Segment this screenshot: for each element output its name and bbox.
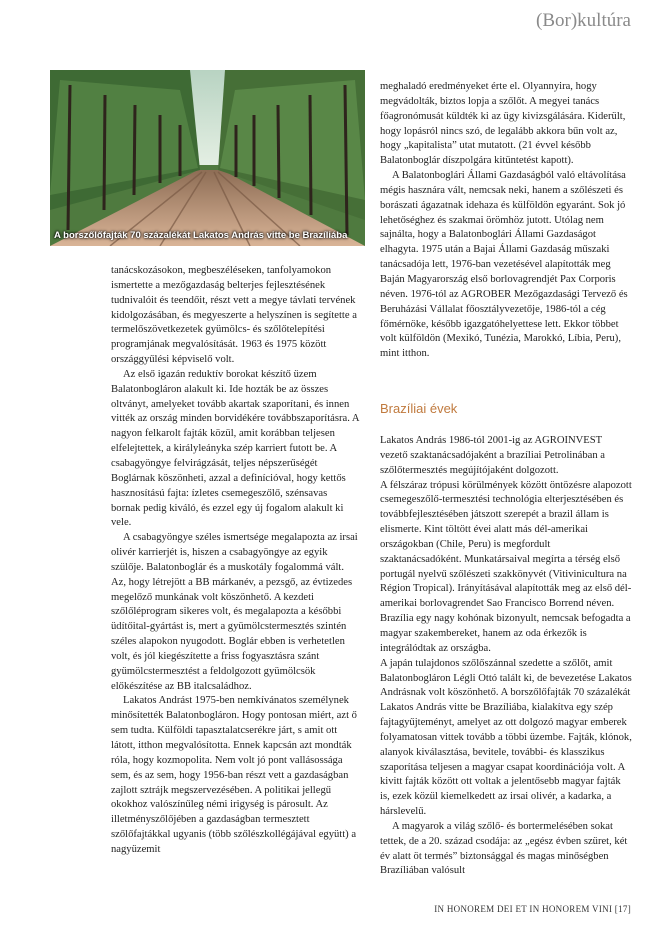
section-title: Brazíliai évek <box>380 401 458 416</box>
paragraph: Lakatos András 1986-tól 2001-ig az AGROINVEST vezető szaktanácsadójaként a brazíliai Petrolinában a szőlőtermesztés megújítójaként dolgozott. <box>380 435 606 476</box>
left-column <box>111 264 359 858</box>
page-footer: IN HONOREM DEI ET IN HONOREM VINI [17] <box>434 904 631 914</box>
paragraph: A félszáraz trópusi körülmények között öntözésre alapozott csemegeszőlő-termesztési technológia elterjesztésében és továbbfejlesztésében játszott szerepét a brazil állam is elismerte. Kint töltött évei alatt más dél-amerikai országokban (Chile, Peru) is megfordult szaktanácsadóként. Munkatársaival megírta a térség első portugál nyelvű szőlészeti szakkönyvét (Vitivinicultura na Région Tropical). Irányításával alapították meg az első dél-amerikai borlovagrendet Sao Francisco Borrend néven. <box>380 479 632 610</box>
vineyard-photo <box>50 70 365 246</box>
paragraph: Brazília egy nagy kohónak bizonyult, nemcsak befogadta a magyar szakembereket, hanem az oda érkezők is integrálódtak az országba. <box>380 613 631 654</box>
paragraph: A Balatonboglári Állami Gazdaságból való eltávolítása mégis hasznára vált, nemcsak neki, hanem a szőlészeti és borászati ágazatnak idehaza és külföldön egyaránt. Sok jó lehetőséghez és szakmai örömhöz jutott. Utólag nem sajnálta, hogy a Balatonboglári Állami Gazdaságot elhagyta. 1975 után a Bajai Állami Gazdaság műszaki tanácsadója lett, 1976-ban vezetésével alapították meg Baján Magyarország első borlovagrendjét Pax Corporis néven. 1976-tól az AGROBER Mezőgazdasági Tervező és Beruházási Vállalat főosztályvezetője, 1986-tól a cég főmérnöke, később igazgatóhelyettese lett. Ekkor többet volt külföldön (Mexikó, Tunézia, Marokkó, Líbia, Peru), mint itthon. <box>380 170 628 360</box>
right-column-top <box>380 80 632 362</box>
section-header: (Bor)kultúra <box>536 10 631 31</box>
paragraph: Lakatos Andrást 1975-ben nemkívánatos személynek minősítették Balatonbogláron. Hogy pontosan miért, azt ő sem tudta. Külföldi tapasztalatcserékre járt, s amit ott látott, itthon megvalósította. Ennek kapcsán azt mondták róla, hogy kozmopolita. Nem volt jó pont vallásossága sem, és az sem, hogy 1956-ban részt vett a gazdaságban zajlott sztrájk megszervezésében. A politikai jellegű okokhoz valószínűleg némi irigység is párosult. Az illetményszőlőjében a gazdaságban termesztett szőlőfajtákkal ugyanis (több szőlészkollégájával együtt) a nagyüzemit <box>111 695 357 855</box>
paragraph: Az első igazán reduktív borokat készítő üzem Balatonbogláron alakult ki. Ide hozták be az összes oltványt, amelyeket tovább akartak szaporítani, és innen vitték az ország minden borvidékére továbbszaporításra. A nagyon felkarolt fajták közül, amit korábban teljesen elfelejtettek, a királyleányka szép karriert futott be. A csabagyöngye felvirágzását, teljes népszerűségét Boglárnak köszönheti, azzal a definícióval, hogy kettős hasznosítású fajta: ízletes csemegeszőlő, szénsavas bornak pedig kiváló, és ezzel egy új fogalom alakult ki vele. <box>111 368 359 529</box>
paragraph: A magyarok a világ szőlő- és bortermelésében sokat tettek, de a 20. század csodája: az „egész évben szüret, két év alatt öt termés” biztonsággal és magas minőségben Brazíliában valósult <box>380 820 628 877</box>
paragraph: tanácskozásokon, megbeszéléseken, tanfolyamokon ismertette a mezőgazdaság belterjes fejlesztésének tudnivalóit és teendőit, részt vett a megye távlati tervének kidolgozásában, és megyeszerte a helyszínen is segítette a termelőszövetkezetek gyümölcs- és szőlőtelepítési programjának megvalósítását. 1963 és 1975 között országgyűlési képviselő volt. <box>111 265 357 366</box>
paragraph: A japán tulajdonos szőlőszánnal szedette a szőlőt, amit Balatonbogláron Légli Ottó talált ki, de bevezetése Lakatos Andrásnak volt köszönhető. A borszőlőfajták 70 százalékát Lakatos András vitte be Brazíliába, kialakítva egy szép fajtagyűjteményt, amelyet az ott dolgozó magyar emberek folyamatosan vittek tovább a többi üzembe. Fajták, klónok, alanyok kiválasztása, bevitele, további- és klasszikus szaporítása teljesen a magyar csapat koordinációja volt. A kivitt fajták között ott voltak a jelentősebb magyar fajták is, ezek közül kiemelkedett az irsai olivér, a kadarka, a hárslevelű. <box>380 657 632 818</box>
paragraph: meghaladó eredményeket érte el. Olyannyira, hogy megvádolták, biztos lopja a szőlőt. A megyei tanács főagronómusát küldték ki az ügy kivizsgálására. Kiderült, hogy lopásról nincs szó, de legalább akkora bűn volt az, hogy „kapitalista” utat mutatott. (21 évvel később Balatonboglár díszpolgára kitüntetést kapott). <box>380 81 626 167</box>
right-column-bottom <box>380 434 632 879</box>
paragraph: A csabagyöngye széles ismertsége megalapozta az irsai olivér karrierjét is, hiszen a csabagyöngye az egyik szülője. Balatonboglár és a muskotály fogalommá vált. Az, hogy létrejött a BB márkanév, a pezsgő, az évtizedes megelőző munkának volt köszönhető. A kezdeti szőlőléprogram sikeres volt, és megalapozta a későbbi üdítőital-gyártást is, mert a gyümölcstermesztés szintén széles alapokon nyugodott. Boglár ebben is verhetetlen volt, és jól kiegészítette a friss fogyasztásra szánt gyümölcstermesztést a feldolgozott gyümölcsök előkészítése az BB italcsaládhoz. <box>111 532 358 692</box>
vineyard-illustration <box>50 70 365 246</box>
photo-caption: A borszőlőfajták 70 százalékát Lakatos András vitte be Brazíliába <box>54 230 348 241</box>
